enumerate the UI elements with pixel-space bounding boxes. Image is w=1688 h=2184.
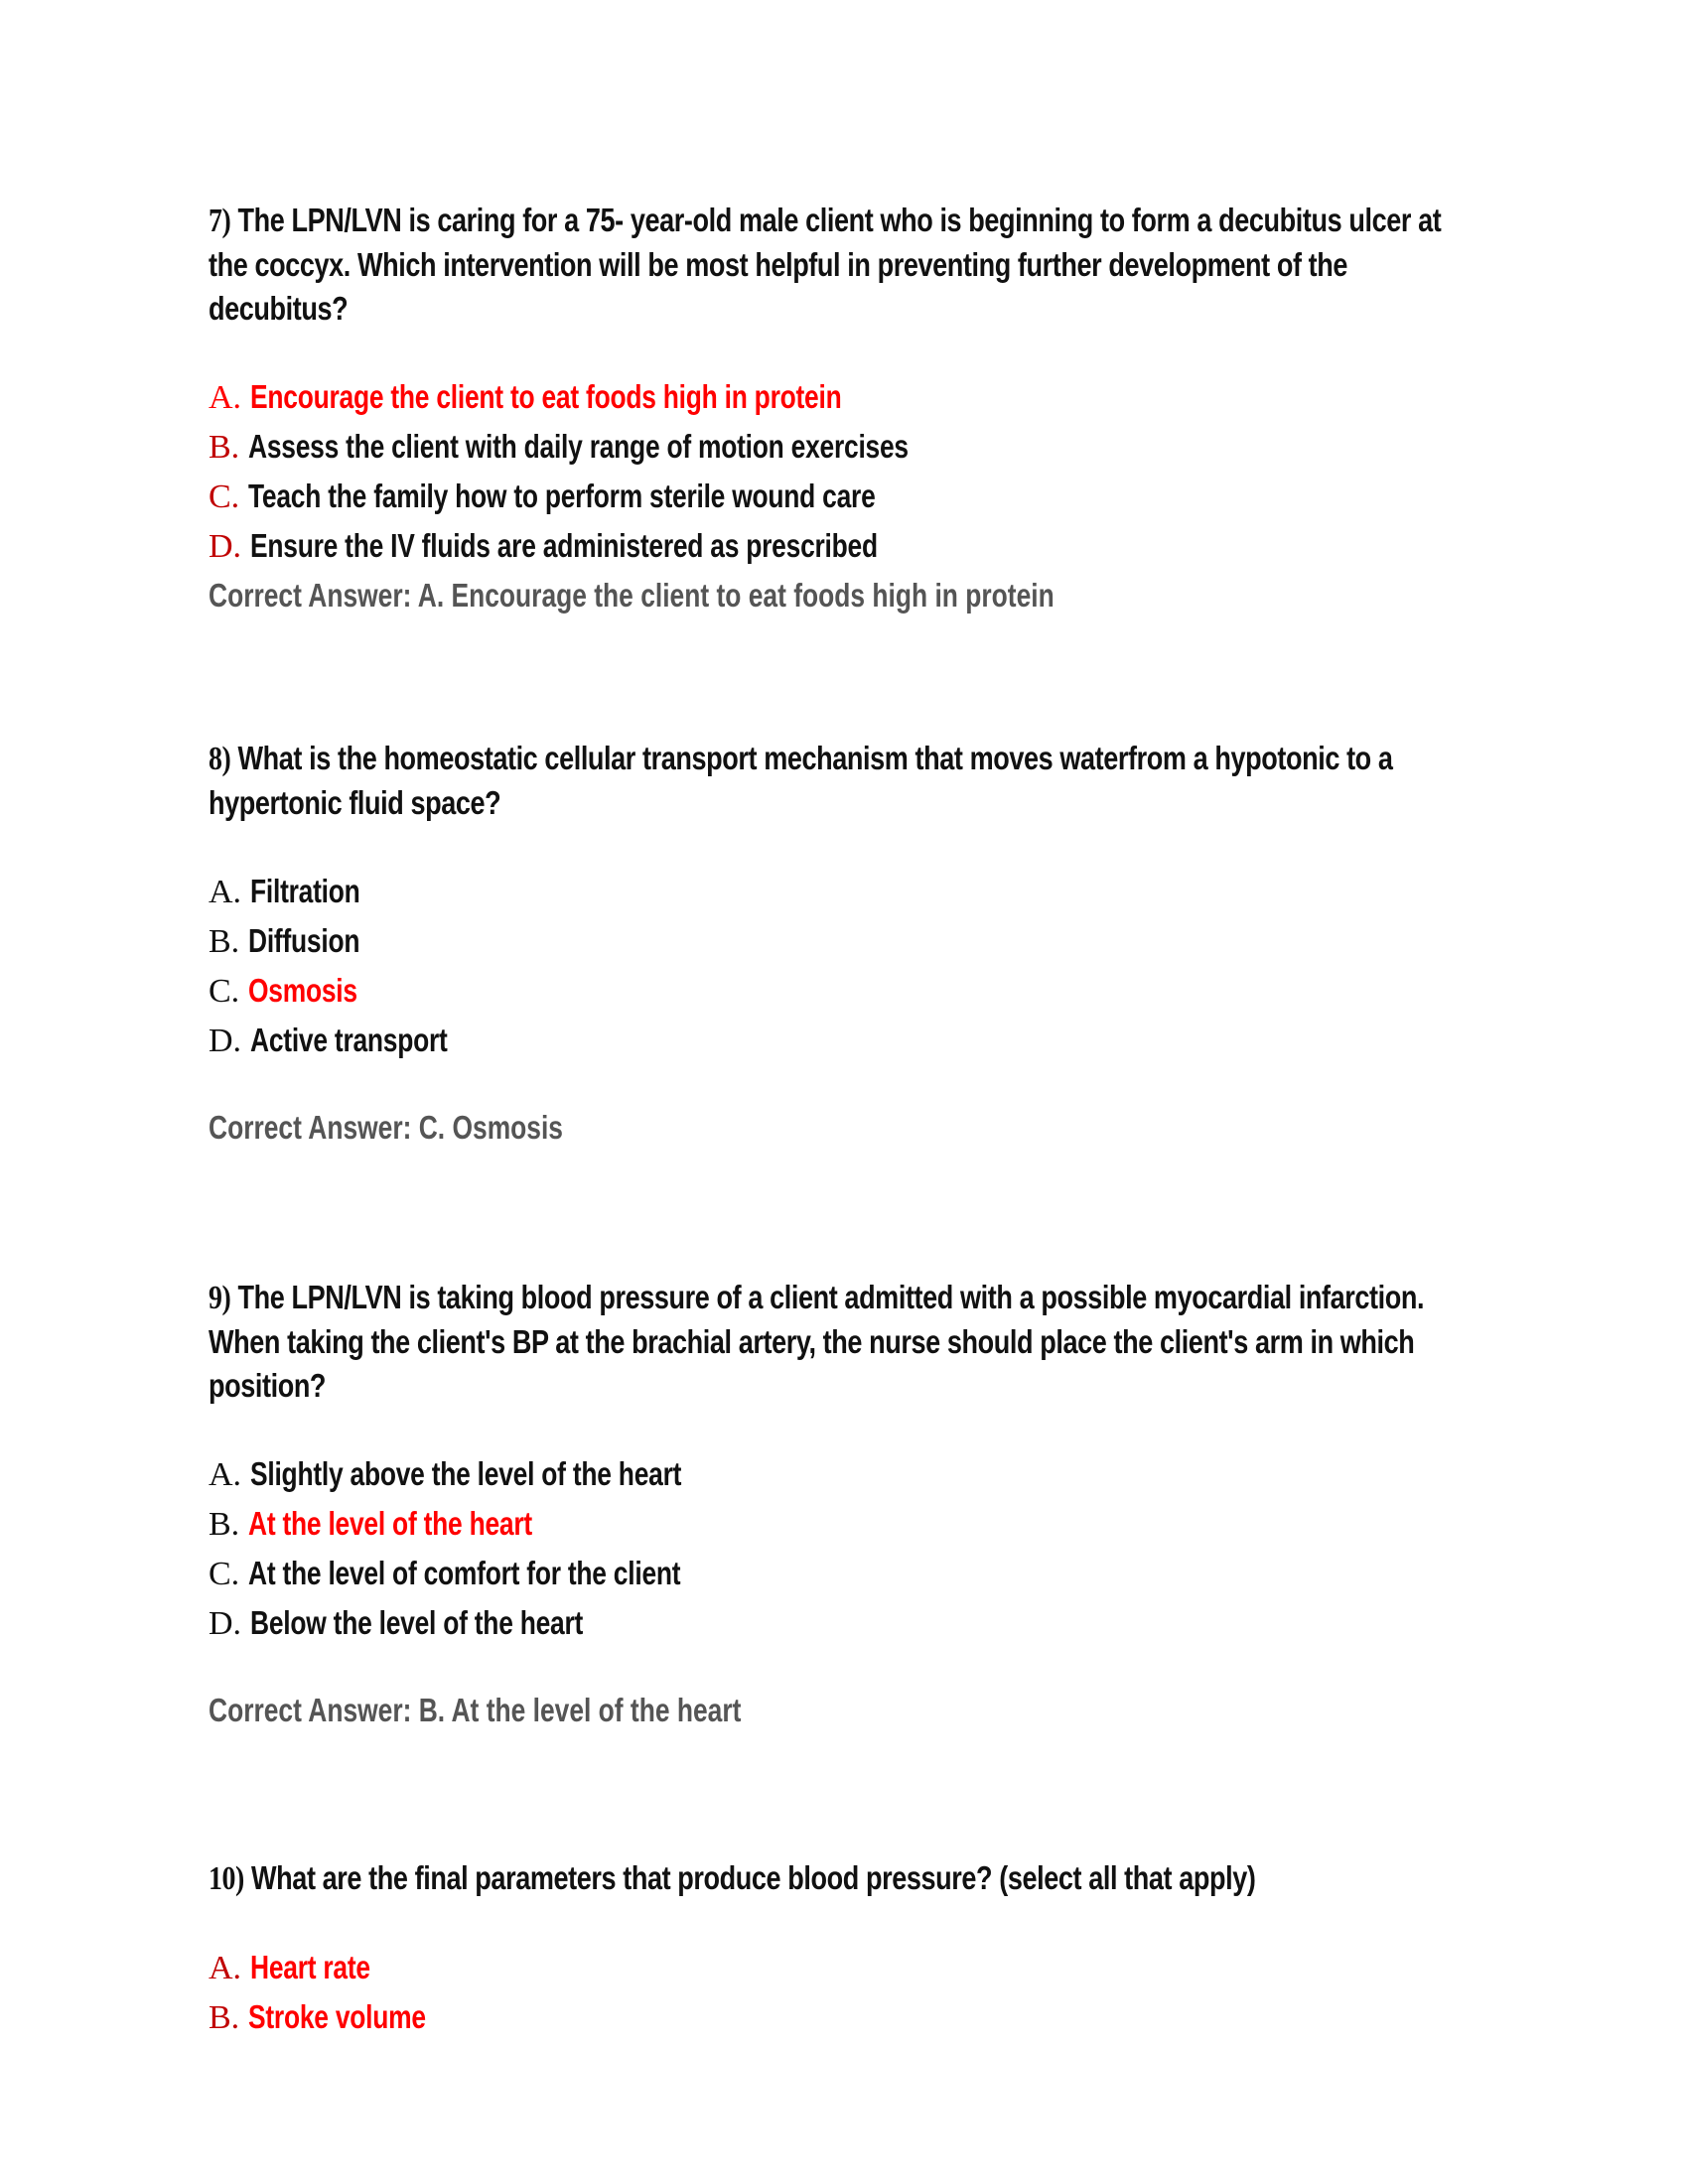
option-b	[209, 1992, 1489, 2042]
option-a	[209, 1943, 1489, 1992]
option-text: Heart rate	[250, 1949, 371, 1985]
question-stem	[209, 199, 1486, 331]
option-letter: C.	[209, 478, 240, 515]
option-letter: B.	[209, 923, 240, 960]
option-text: At the level of the heart	[248, 1505, 533, 1542]
question-text: The LPN/LVN is caring for a 75- year-old male client who is beginning to form a decubitus ulcer at the coccyx. Which intervention will be most helpful in preventing further development of the decubitus?	[209, 202, 1442, 327]
question-7	[209, 199, 1489, 620]
option-c	[209, 1549, 1489, 1598]
option-b	[209, 422, 1489, 472]
question-number: 9)	[209, 1280, 231, 1316]
option-letter: C.	[209, 973, 240, 1010]
option-letter: A.	[209, 379, 242, 416]
option-a	[209, 867, 1489, 916]
option-c	[209, 472, 1489, 521]
option-text: Assess the client with daily range of motion exercises	[248, 428, 910, 465]
option-letter: C.	[209, 1556, 240, 1592]
options-list	[209, 867, 1489, 1153]
correct-answer: Correct Answer: C. Osmosis	[209, 1109, 563, 1146]
option-b	[209, 1499, 1489, 1549]
question-10	[209, 1856, 1489, 2042]
option-letter: D.	[209, 528, 242, 565]
question-9	[209, 1276, 1489, 1735]
option-d	[209, 521, 1489, 571]
option-letter: B.	[209, 1506, 240, 1543]
option-b	[209, 916, 1489, 966]
option-text: Teach the family how to perform sterile wound care	[248, 478, 876, 514]
option-text: At the level of comfort for the client	[248, 1555, 681, 1591]
question-text: What are the final parameters that produce blood pressure? (select all that apply)	[251, 1859, 1256, 1896]
question-stem	[209, 737, 1486, 825]
option-a	[209, 372, 1489, 422]
question-text: What is the homeostatic cellular transport mechanism that moves waterfrom a hypotonic to a hypertonic fluid space?	[209, 740, 1393, 821]
option-c	[209, 966, 1489, 1016]
question-8	[209, 737, 1489, 1153]
options-list	[209, 1943, 1489, 2042]
option-text: Filtration	[250, 873, 360, 909]
option-text: Osmosis	[248, 972, 358, 1009]
option-text: Slightly above the level of the heart	[250, 1455, 682, 1492]
option-text: Encourage the client to eat foods high in protein	[250, 378, 842, 415]
option-d	[209, 1598, 1489, 1648]
option-letter: B.	[209, 429, 240, 466]
option-text: Ensure the IV fluids are administered as prescribed	[250, 527, 879, 564]
question-number: 10)	[209, 1860, 244, 1897]
option-d	[209, 1016, 1489, 1065]
question-stem	[209, 1856, 1486, 1901]
option-text: Below the level of the heart	[250, 1604, 584, 1641]
options-list	[209, 372, 1489, 620]
question-text: The LPN/LVN is taking blood pressure of a client admitted with a possible myocardial infarction. When taking the client's BP at the brachial artery, the nurse should place the client's arm in which position?	[209, 1279, 1425, 1404]
option-letter: D.	[209, 1023, 242, 1059]
question-number: 7)	[209, 203, 231, 239]
option-letter: A.	[209, 874, 242, 910]
option-letter: B.	[209, 1999, 240, 2036]
option-letter: D.	[209, 1605, 242, 1642]
question-stem	[209, 1276, 1486, 1408]
correct-answer: Correct Answer: A. Encourage the client to eat foods high in protein	[209, 577, 1055, 614]
question-number: 8)	[209, 741, 231, 777]
option-a	[209, 1449, 1489, 1499]
option-letter: A.	[209, 1456, 242, 1493]
option-text: Active transport	[250, 1022, 448, 1058]
option-text: Stroke volume	[248, 1998, 427, 2035]
options-list	[209, 1449, 1489, 1735]
correct-answer: Correct Answer: B. At the level of the heart	[209, 1692, 742, 1728]
option-letter: A.	[209, 1950, 242, 1986]
option-text: Diffusion	[248, 922, 360, 959]
